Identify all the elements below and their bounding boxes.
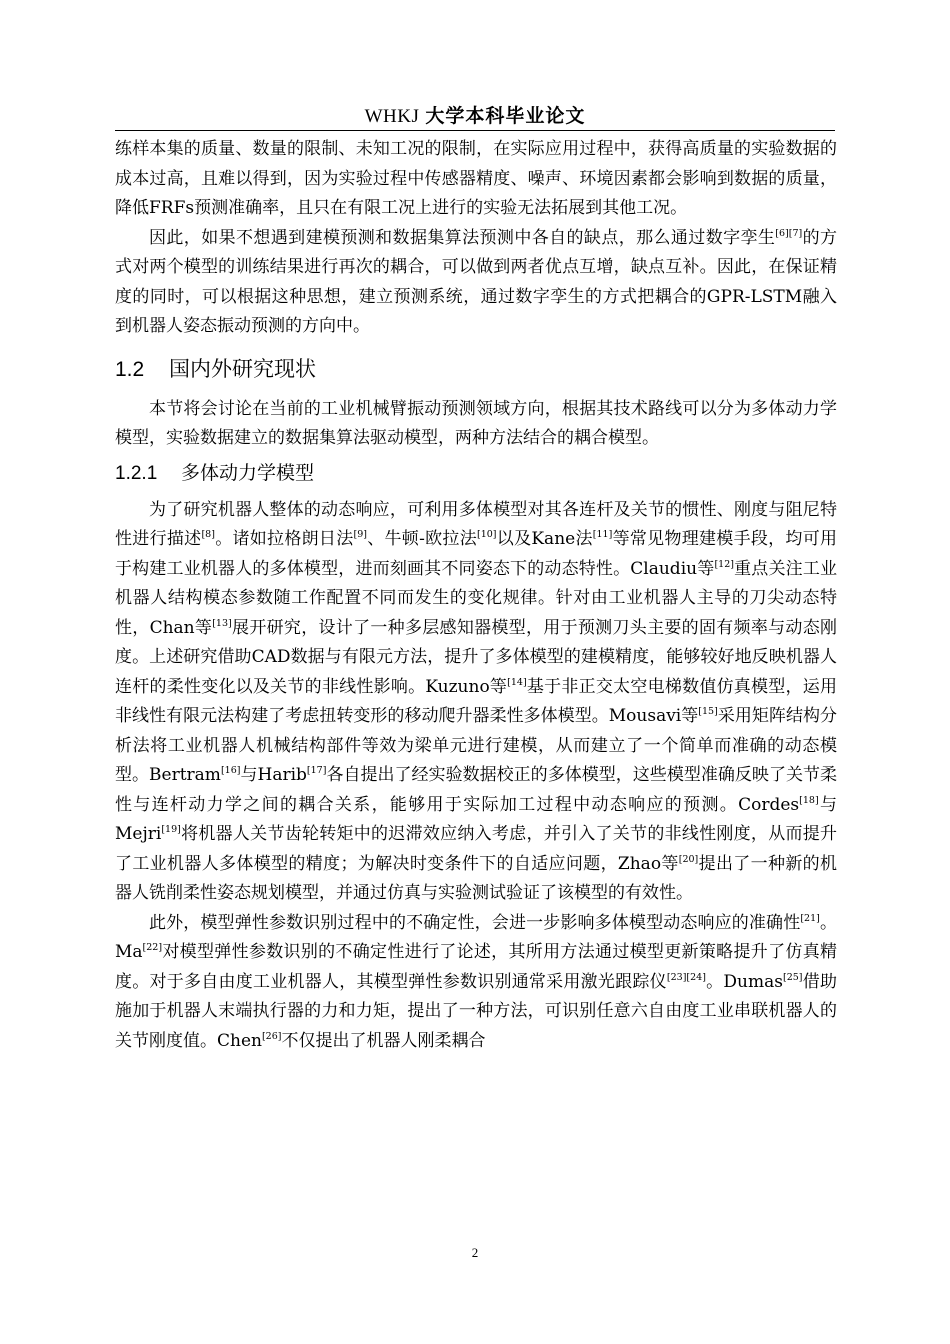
citation: [9] [353, 529, 367, 540]
section-heading-1-2-1 [115, 459, 837, 488]
text-run: 对模型弹性参数识别的不确定性进行了论述，其所用方法通过模型更新策略提升了仿真精度。对于多自由度工业机器人，其模型弹性参数识别通常采用激光跟踪仪 [115, 942, 837, 992]
text-run: 借助施加于机器人末端执行器的力和力矩，提出了一种方法，可识别任意六自由度工业串联机器人的关节刚度值。Chen [115, 971, 838, 1051]
text-run: 与Mejri [115, 794, 837, 844]
paragraph-2-text-a: 因此，如果不想遇到建模预测和数据集算法预测中各自的缺点，那么通过数字孪生 [149, 227, 776, 248]
page-header [115, 102, 835, 131]
text-run: 以及Kane法 [496, 529, 593, 549]
citation: [11] [592, 529, 613, 540]
subsection-number: 1.2.1 [115, 462, 158, 484]
text-run: 提出了一种新的机器人铣削柔性姿态规划模型，并通过仿真与实验测试验证了该模型的有效性。 [115, 853, 838, 903]
text-run: 重点关注工业机器人结构模态参数随工作配置不同而发生的变化规律。针对由工业机器人主导的刀尖动态特性，Chan等 [115, 558, 838, 638]
citation: [8] [201, 529, 215, 540]
header-title-chinese: 大学本科毕业论文 [425, 105, 586, 127]
section-title: 国内外研究现状 [169, 356, 316, 381]
citation: [20] [678, 853, 699, 865]
page-content [115, 135, 837, 1056]
section-number: 1.2 [115, 357, 145, 381]
paragraph-2 [115, 224, 837, 342]
text-run: 将机器人关节齿轮转矩中的迟滞效应纳入考虑，并引入了关节的非线性刚度，从而提升了工业机器人多体模型的精度；为解决时变条件下的自适应问题，Zhao等 [115, 824, 837, 874]
text-run: 等常见物理建模手段，均可用于构建工业机器人的多体模型，进而刻画其不同姿态下的动态特性。Claudiu等 [115, 529, 838, 579]
citation: [13] [212, 617, 232, 629]
text-run: 。诸如拉格朗日法 [214, 529, 354, 549]
text-run: 各自提出了经实验数据校正的多体模型，这些模型准确反映了关节柔性与连杆动力学之间的耦合关系，能够用于实际加工过程中动态响应的预测。Cordes [115, 765, 837, 815]
citation: [25] [783, 971, 803, 983]
text-run: 为了研究机器人整体的动态响应，可利用多体模型对其各连杆及关节的惯性、刚度与阻尼特性进行描述 [115, 499, 837, 549]
text-run: 展开研究，设计了一种多层感知器模型，用于预测刀头主要的固有频率与动态刚度。上述研究借助CAD数据与有限元方法，提升了多体模型的建模精度，能够较好地反映机器人连杆的柔性变化以及关节的非线性影响。Kuzuno等 [115, 617, 837, 697]
page-number: 2 [471, 1245, 479, 1260]
text-run: 采用矩阵结构分析法将工业机器人机械结构部件等效为梁单元进行建模，从而建立了一个简单而准确的动态模型。Bertram [115, 706, 837, 785]
header-title-latin: WHKJ [364, 106, 420, 127]
citation: [18] [799, 794, 819, 806]
section-heading-1-2 [115, 354, 837, 385]
citation: [12] [714, 558, 734, 570]
citation: [16] [220, 765, 241, 776]
citation: [14] [507, 676, 527, 688]
text-run: 此外，模型弹性参数识别过程中的不确定性，会进一步影响多体模型动态响应的准确性 [149, 912, 801, 933]
paragraph-4 [115, 496, 837, 909]
paragraph-3: 本节将会讨论在当前的工业机械臂振动预测领域方向，根据其技术路线可以分为多体动力学模型，实验数据建立的数据集算法驱动模型，两种方法结合的耦合模型。 [115, 398, 837, 448]
text-run: 与Harib [240, 765, 307, 785]
paragraph-2-text-b: 的方式对两个模型的训练结果进行再次的耦合，可以做到两者优点互增，缺点互补。因此，在保证精度的同时，可以根据这种思想，建立预测系统，通过数字孪生的方式把耦合的GPR-LSTM融入到机器人姿态振动预测的方向中。 [115, 227, 838, 336]
text-run: 。Dumas [705, 971, 783, 992]
text-run: 。Ma [115, 912, 837, 962]
paragraph-1: 练样本集的质量、数量的限制、未知工况的限制，在实际应用过程中，获得高质量的实验数据的成本过高，且难以得到，因为实验过程中传感器精度、噪声、环境因素都会影响到数据的质量，降低FRFs预测准确率，且只在有限工况上进行的实验无法拓展到其他工况。 [115, 139, 837, 218]
citation: [23][24] [666, 971, 706, 983]
citation: [15] [698, 706, 718, 717]
citation: [21] [800, 912, 820, 924]
citation: [10] [476, 529, 497, 540]
subsection-title: 多体动力学模型 [181, 461, 315, 484]
text-run: 、牛顿-欧拉法 [366, 529, 477, 549]
citation: [17] [306, 765, 327, 776]
citation: [19] [161, 824, 181, 835]
text-run: 基于非正交太空电梯数值仿真模型，运用非线性有限元法构建了考虑扭转变形的移动爬升器柔性多体模型。Mousavi等 [115, 676, 838, 726]
citation: [22] [142, 942, 163, 953]
citation: [26] [261, 1030, 282, 1042]
text-run: 不仅提出了机器人刚柔耦合 [281, 1030, 486, 1051]
paragraph-5 [115, 909, 837, 1057]
citation: [6][7] [775, 227, 803, 239]
